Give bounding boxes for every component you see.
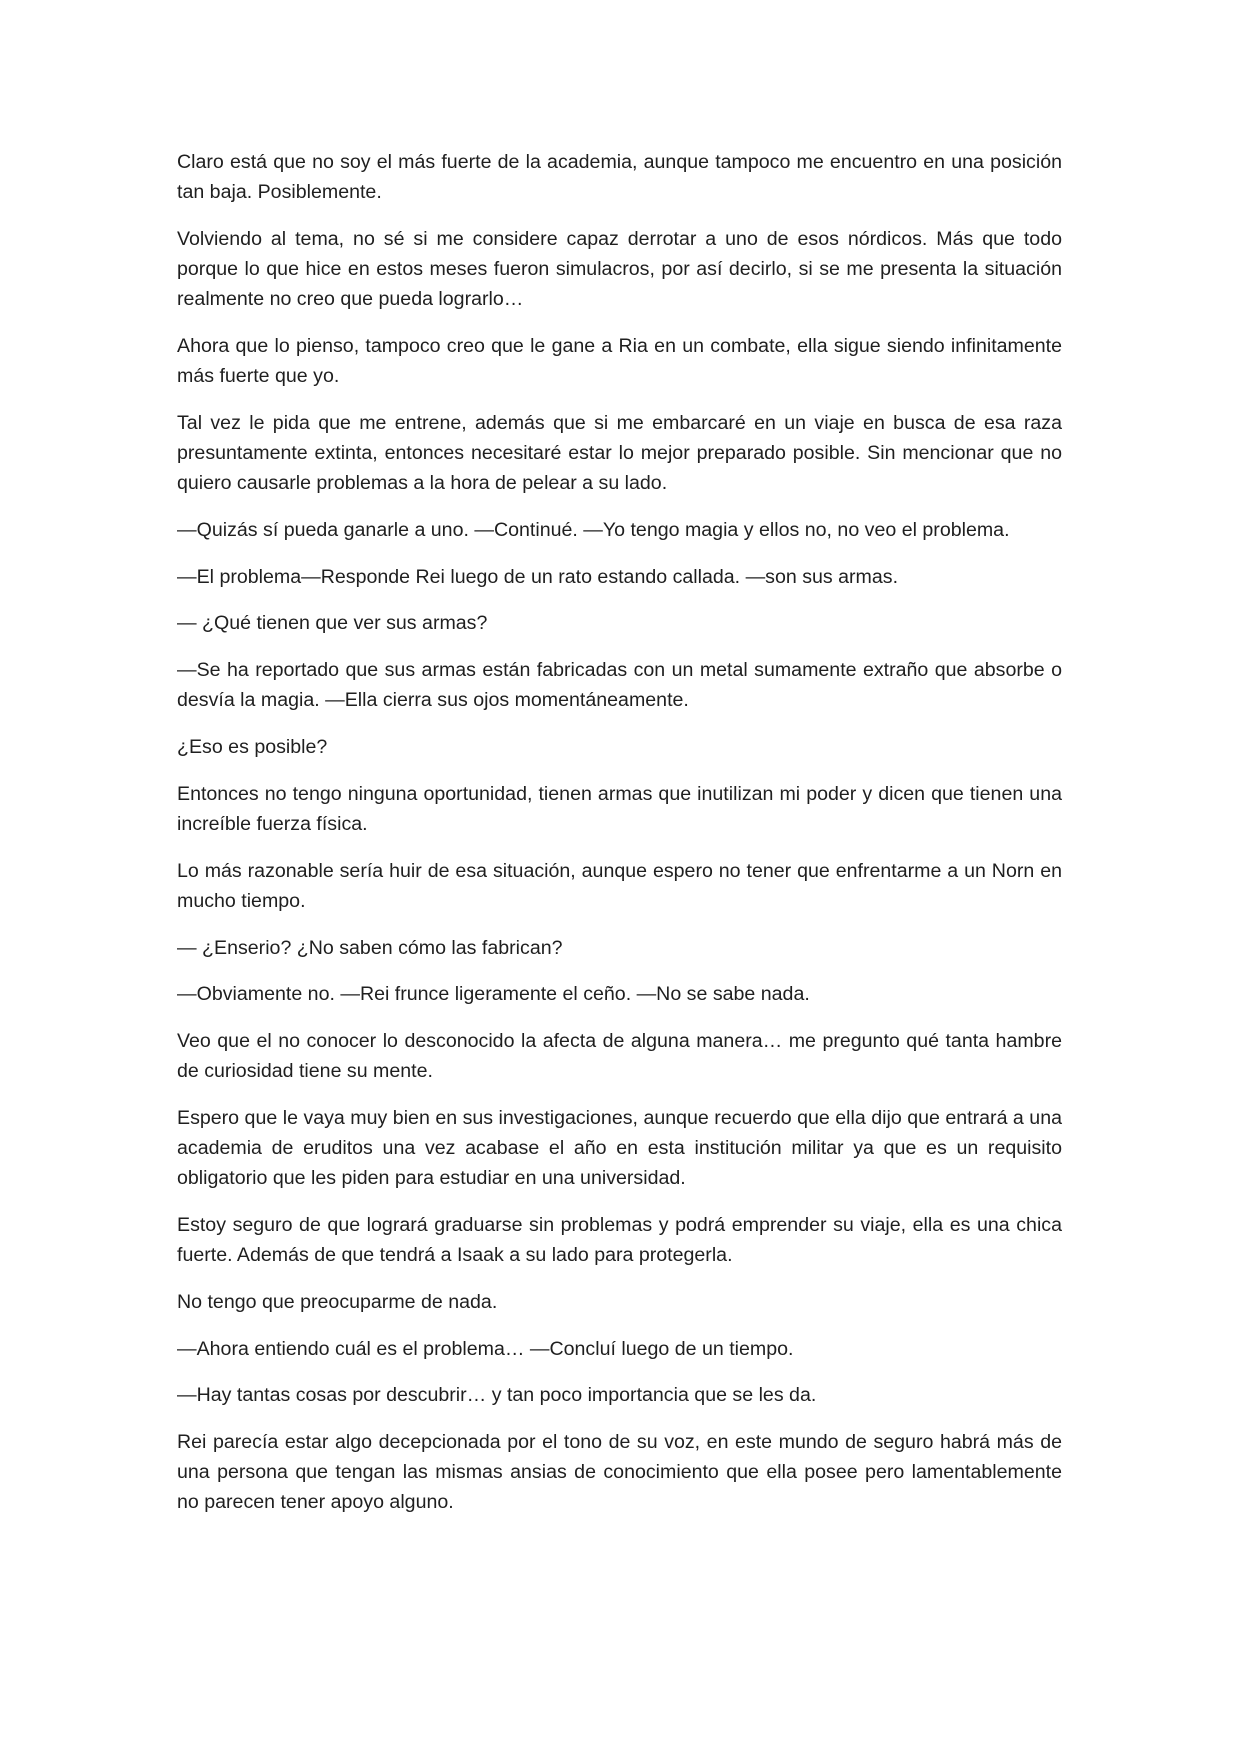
paragraph: Ahora que lo pienso, tampoco creo que le gane a Ria en un combate, ella sigue siendo infinitamente más fuerte que yo. [177, 335, 1062, 388]
paragraph: Veo que el no conocer lo desconocido la afecta de alguna manera… me pregunto qué tanta hambre de curiosidad tiene su mente. [177, 1029, 1062, 1083]
dialogue-line: —El problema—Responde Rei luego de un rato estando callada. —son sus armas. [177, 565, 899, 588]
paragraph: No tengo que preocuparme de nada. [177, 1290, 498, 1313]
dialogue-line: —Obviamente no. —Rei frunce ligeramente el ceño. —No se sabe nada. [177, 983, 810, 1006]
document-body [177, 147, 1062, 1534]
paragraph: Entonces no tengo ninguna oportunidad, tienen armas que inutilizan mi poder y dicen que tienen una increíble fuerza física. [177, 782, 1062, 835]
dialogue-line: —Se ha reportado que sus armas están fabricadas con un metal sumamente extraño que absorbe o desvía la magia. —Ella cierra sus ojos momentáneamente. [177, 659, 1062, 712]
paragraph: Estoy seguro de que logrará graduarse sin problemas y podrá emprender su viaje, ella es una chica fuerte. Además de que tendrá a Isaak a su lado para protegerla. [177, 1213, 1062, 1267]
paragraph: Rei parecía estar algo decepcionada por el tono de su voz, en este mundo de seguro habrá más de una persona que tengan las mismas ansias de conocimiento que ella posee pero lamentablemente no parecen tener apoyo alguno. [177, 1431, 1062, 1514]
dialogue-line: —Ahora entiendo cuál es el problema… —Concluí luego de un tiempo. [177, 1337, 794, 1360]
paragraph: Espero que le vaya muy bien en sus investigaciones, aunque recuerdo que ella dijo que entrará a una academia de eruditos una vez acabase el año en esta institución militar ya que es un requisito obligatorio que les piden para estudiar en una universidad. [177, 1106, 1062, 1190]
paragraph: Volviendo al tema, no sé si me considere capaz derrotar a uno de esos nórdicos. Más que todo porque lo que hice en estos meses fueron simulacros, por así decirlo, si se me presenta la situación realmente no creo que pueda lograrlo… [177, 227, 1062, 311]
dialogue-line: — ¿Qué tienen que ver sus armas? [177, 612, 488, 635]
dialogue-line: — ¿Enserio? ¿No saben cómo las fabrican? [177, 936, 563, 959]
paragraph: Tal vez le pida que me entrene, además que si me embarcaré en un viaje en busca de esa raza presuntamente extinta, entonces necesitaré estar lo mejor preparado posible. Sin mencionar que no quiero causarle problemas a la hora de pelear a su lado. [177, 411, 1062, 495]
paragraph: Claro está que no soy el más fuerte de la academia, aunque tampoco me encuentro en una posición tan baja. Posiblemente. [177, 151, 1062, 204]
paragraph: ¿Eso es posible? [177, 736, 328, 759]
dialogue-line: —Quizás sí pueda ganarle a uno. —Continué. —Yo tengo magia y ellos no, no veo el problema. [177, 519, 1010, 542]
dialogue-line: —Hay tantas cosas por descubrir… y tan poco importancia que se les da. [177, 1384, 817, 1407]
paragraph: Lo más razonable sería huir de esa situación, aunque espero no tener que enfrentarme a un Norn en mucho tiempo. [177, 859, 1062, 912]
